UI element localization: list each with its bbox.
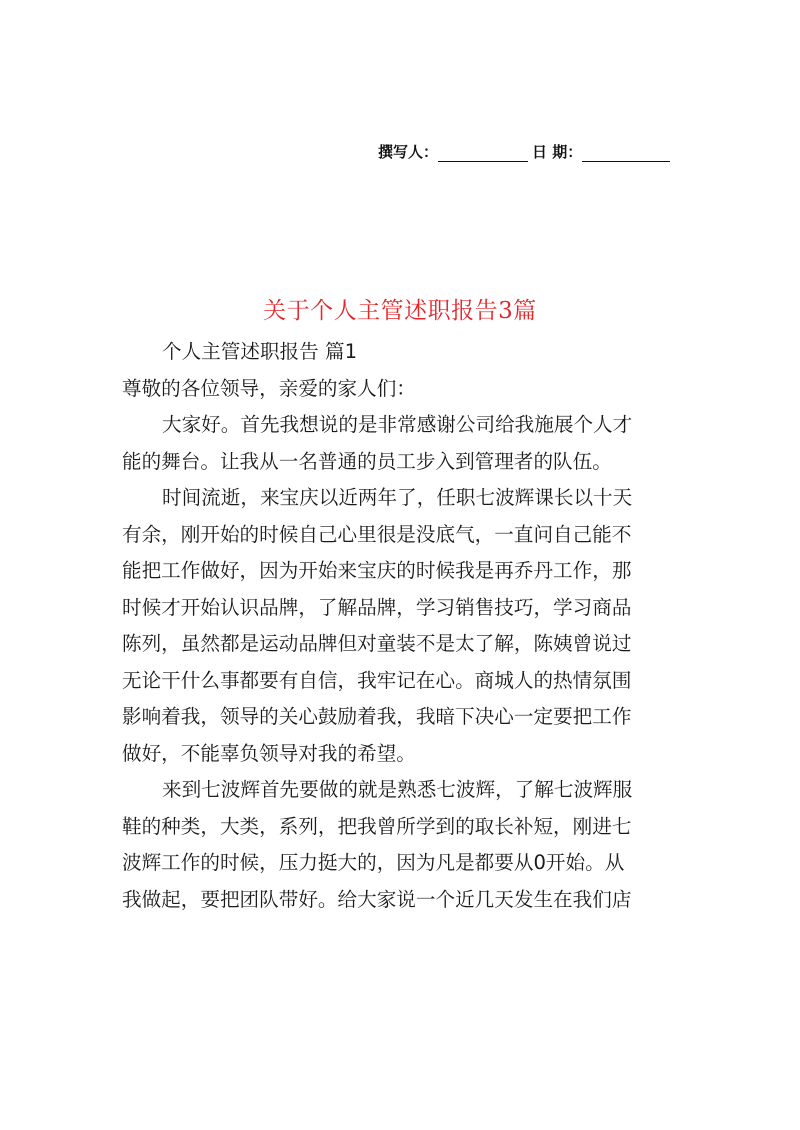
body-line: 有余，刚开始的时候自己心里很是没底气，一直问自己能不	[122, 522, 632, 546]
body-line: 陈列，虽然都是运动品牌但对童装不是太了解，陈姨曾说过	[122, 632, 632, 655]
body-line: 做好，不能辜负领导对我的希望。	[122, 741, 416, 765]
document-title: 关于个人主管述职报告3篇	[263, 298, 537, 324]
salutation: 尊敬的各位领导，亲爱的家人们：	[122, 376, 416, 400]
body-line: 大家好。首先我想说的是非常感谢公司给我施展个人才	[162, 413, 633, 436]
body-line: 波辉工作的时候，压力挺大的，因为凡是都要从0开始。从	[122, 851, 625, 874]
body-line: 时候才开始认识品牌，了解品牌，学习销售技巧，学习商品	[122, 595, 632, 619]
byline	[378, 138, 670, 162]
body-line: 无论干什么事都要有自信，我牢记在心。商城人的热情氛围	[122, 668, 632, 692]
body-line: 影响着我，领导的关心鼓励着我，我暗下决心一定要把工作	[122, 705, 632, 728]
body-line: 能把工作做好，因为开始来宝庆的时候我是再乔丹工作，那	[122, 559, 632, 582]
body-line: 鞋的种类，大类，系列，把我曾所学到的取长补短，刚进七	[122, 814, 632, 838]
author-blank-line	[438, 143, 528, 162]
body-line: 我做起，要把团队带好。给大家说一个近几天发生在我们店	[122, 887, 632, 911]
body-line: 来到七波辉首先要做的就是熟悉七波辉，了解七波辉服	[162, 778, 633, 801]
date-blank-line	[582, 143, 670, 162]
document-body	[122, 334, 682, 918]
body-line: 时间流逝，来宝庆以近两年了，任职七波辉课长以十天	[162, 486, 633, 509]
date-label: 日 期：	[532, 143, 583, 161]
section-heading: 个人主管述职报告 篇1	[162, 340, 358, 363]
body-line: 能的舞台。让我从一名普通的员工步入到管理者的队伍。	[122, 449, 612, 473]
author-label: 撰写人：	[378, 143, 439, 161]
